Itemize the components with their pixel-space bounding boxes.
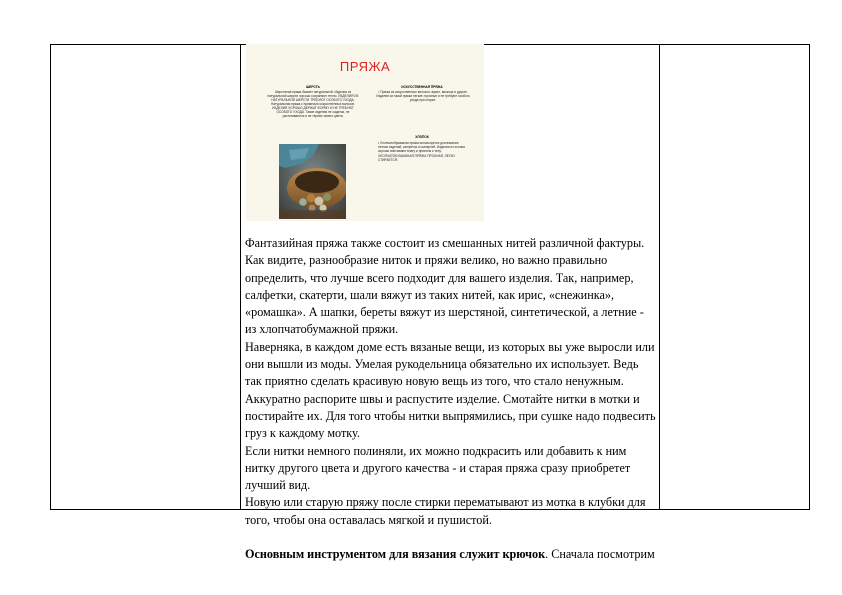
paragraph: Фантазийная пряжа также состоит из смешанных нитей различной фактуры. Как видите, разнообразие ниток и пряжи велико, но важно правильно определить, что лучше всего подходит для вашего изделия. Так, например, салфетки, скатерти, шали вяжут из таких нитей, как ирис, «снежинка», «ромашка». А шапки, береты вяжут из шерстяной, синтетической, а летние - из хлопчатобумажной пряжи.: [245, 236, 645, 337]
slide-right-heading: ИСКУССТВЕННАЯ ПРЯЖА: [401, 85, 443, 89]
slide-left-heading: ШЕРСТЬ: [306, 85, 320, 89]
slide-bottom-heading: ХЛОПОК: [415, 135, 429, 139]
paragraph-rest: . Сначала посмотрим: [545, 547, 655, 562]
paragraph: Если нитки немного полиняли, их можно подкрасить или добавить к ним нитку другого цвета и другого качества - и старая пряжа сразу приобретет лучший вид.: [245, 443, 631, 493]
yarn-basket-photo: [279, 144, 346, 219]
paragraph: Новую или старую пряжу после стирки перематывают из мотка в клубки для того, чтобы она оставалась мягкой и пушистой.: [245, 495, 646, 527]
slide-title: ПРЯЖА: [339, 59, 391, 74]
paragraph: Наверняка, в каждом доме есть вязаные вещи, из которых вы уже выросли или они вышли из моды. Умелая рукодельница обязательно их использует. Ведь так приятно сделать красивую новую вещь из того, что стало ненужным. Аккуратно распорите швы и распустите изделие. Смотайте нитки в мотки и постирайте их. Для того чтобы нитки выпрямились, при сушке надо подвесить груз к каждому мотку.: [245, 339, 656, 441]
column-divider-left: [240, 45, 241, 509]
main-text: [245, 235, 657, 564]
slide-bottom-text: • Хлопчатобумажная пряжа используется для вязания летних изделий, салфеток и скатертей. Изделия из хлопка хорошо впитывают влагу и приятны к телу. ХЛОПЧАТОБУМАЖНАЯ ПРЯЖА ПРОЧНАЯ, ЛЕГКО СТИРАЕТСЯ.: [378, 141, 465, 162]
yarn-slide-image: [246, 44, 484, 221]
column-divider-right: [659, 45, 660, 509]
bold-phrase: Основным инструментом для вязания служит крючок: [245, 547, 546, 562]
slide-right-text: • Пряжа из искусственных волокон: акрил, вискоза и другие. Изделия из такой пряжи легкие, прочные и не требуют особого ухода при стирке.: [376, 90, 470, 102]
slide-left-text: Шерстяная пряжа бывает натуральной. Изделия из натуральной шерсти хорошо сохраняют тепло. ИЗДЕЛИЯ ИЗ НАТУРАЛЬНОЙ ШЕРСТИ ТРЕБУЮТ ОСОБОГО УХОДА. Натуральная пряжа с примесью искусственных волокон. ИЗДЕЛИЯ ХОРОШО ДЕРЖАТ ФОРМУ И НЕ ТРЕБУЮТ ОСОБОГО УХОДА. Такие изделия не садятся, не растягиваются и не теряют своего цвета.: [267, 90, 359, 118]
paragraph-instrument: [245, 546, 657, 563]
